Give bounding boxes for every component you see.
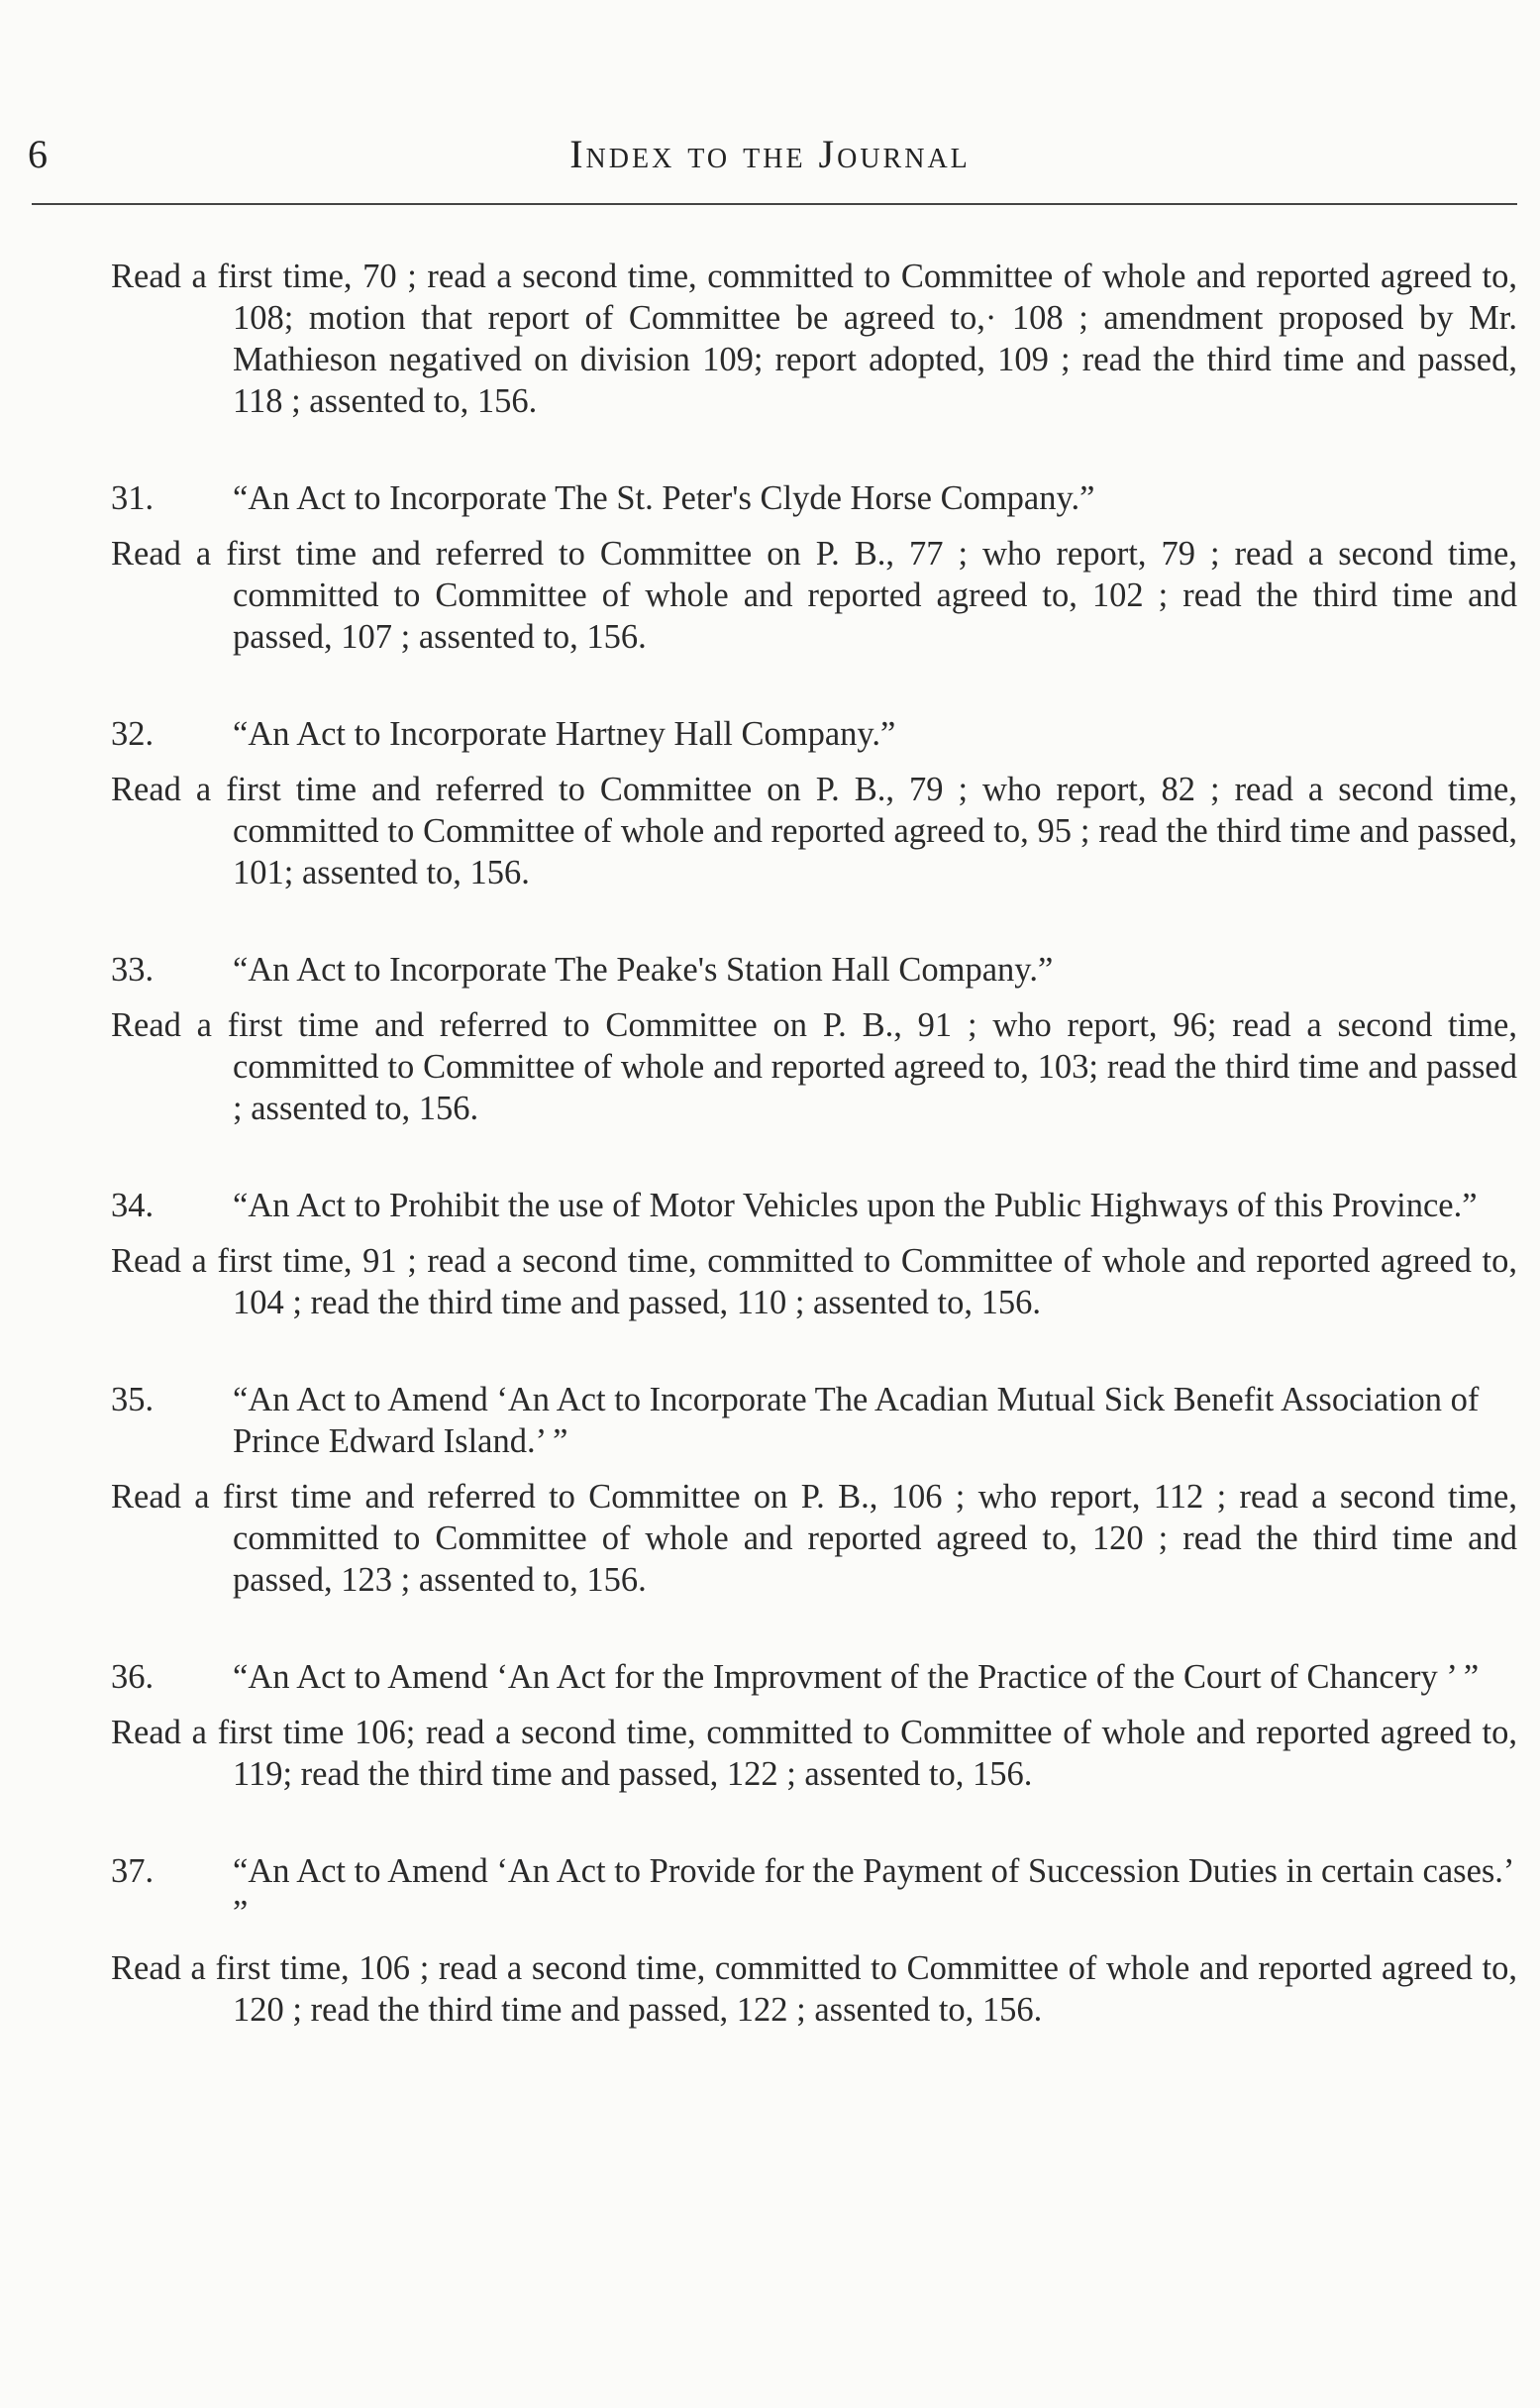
- bill-proceedings: Read a first time 106; read a second time, committed to Committee of whole and reported agreed to, 119; read the third time and passed, 122 ; assented to, 156.: [111, 1714, 1517, 1793]
- bill-title-text: “An Act to Amend ‘An Act to Provide for the Payment of Succession Duties in certain cases.’ ”: [233, 1852, 1512, 1932]
- bill-number: 36.: [111, 1658, 154, 1696]
- bill-proceedings: Read a first time and referred to Committee on P. B., 91 ; who report, 96; read a second time, committed to Committee of whole and reported agreed to, 103; read the third time and passed ; assented to, 156.: [111, 1006, 1517, 1127]
- bill-title: [111, 949, 1517, 991]
- bill-entry: [111, 1656, 1517, 1795]
- bill-entry: [111, 1379, 1517, 1601]
- continued-proceedings: Read a first time, 70 ; read a second time, committed to Committee of whole and reported agreed to, 108; motion that report of Committee be agreed to,· 108 ; amendment proposed by Mr. Mathieson negatived on division 109; report adopted, 109 ; read the third time and passed, 118 ; assented to, 156.: [111, 258, 1517, 420]
- bill-number: 32.: [111, 715, 154, 753]
- bill-title: [111, 1379, 1517, 1462]
- bill-proceedings: Read a first time and referred to Committee on P. B., 106 ; who report, 112 ; read a second time, committed to Committee of whole and reported agreed to, 120 ; read the third time and passed, 123 ; assented to, 156.: [111, 1478, 1517, 1599]
- bill-number: 35.: [111, 1381, 154, 1418]
- bill-title-text: “An Act to Incorporate Hartney Hall Company.”: [233, 715, 896, 753]
- bill-entry: [111, 1185, 1517, 1323]
- bill-title: [111, 1850, 1517, 1934]
- bill-title: [111, 477, 1517, 519]
- page-number: 6: [28, 132, 48, 176]
- bill-entry: [111, 949, 1517, 1129]
- bill-title-text: “An Act to Incorporate The St. Peter's Clyde Horse Company.”: [233, 479, 1095, 517]
- bill-number: 37.: [111, 1852, 154, 1890]
- bill-title-text: “An Act to Prohibit the use of Motor Vehicles upon the Public Highways of this Province.”: [233, 1187, 1478, 1224]
- bill-proceedings: Read a first time, 91 ; read a second time, committed to Committee of whole and reported agreed to, 104 ; read the third time and passed, 110 ; assented to, 156.: [111, 1242, 1517, 1321]
- running-title: Index to the Journal: [569, 132, 971, 176]
- bill-title-text: “An Act to Amend ‘An Act for the Improvment of the Practice of the Court of Chancery ’ ”: [233, 1658, 1480, 1696]
- bill-title-text: “An Act to Amend ‘An Act to Incorporate The Acadian Mutual Sick Benefit Association of Prince Edward Island.’ ”: [233, 1381, 1480, 1460]
- bill-proceedings: Read a first time and referred to Committee on P. B., 79 ; who report, 82 ; read a second time, committed to Committee of whole and reported agreed to, 95 ; read the third time and passed, 101; assented to, 156.: [111, 771, 1517, 891]
- bill-title: [111, 1185, 1517, 1226]
- bill-proceedings: Read a first time and referred to Committee on P. B., 77 ; who report, 79 ; read a second time, committed to Committee of whole and reported agreed to, 102 ; read the third time and passed, 107 ; assented to, 156.: [111, 535, 1517, 656]
- bill-entry: [111, 1850, 1517, 2031]
- bill-entry: [111, 477, 1517, 658]
- index-body: [111, 256, 1517, 2031]
- bill-title-text: “An Act to Incorporate The Peake's Station Hall Company.”: [233, 951, 1054, 989]
- bill-number: 33.: [111, 951, 154, 989]
- bill-title: [111, 713, 1517, 755]
- bill-proceedings: Read a first time, 106 ; read a second time, committed to Committee of whole and reported agreed to, 120 ; read the third time and passed, 122 ; assented to, 156.: [111, 1949, 1517, 2029]
- bill-number: 31.: [111, 479, 154, 517]
- bill-title: [111, 1656, 1517, 1698]
- header-rule: [32, 203, 1517, 205]
- bill-entry: [111, 713, 1517, 893]
- bill-number: 34.: [111, 1187, 154, 1224]
